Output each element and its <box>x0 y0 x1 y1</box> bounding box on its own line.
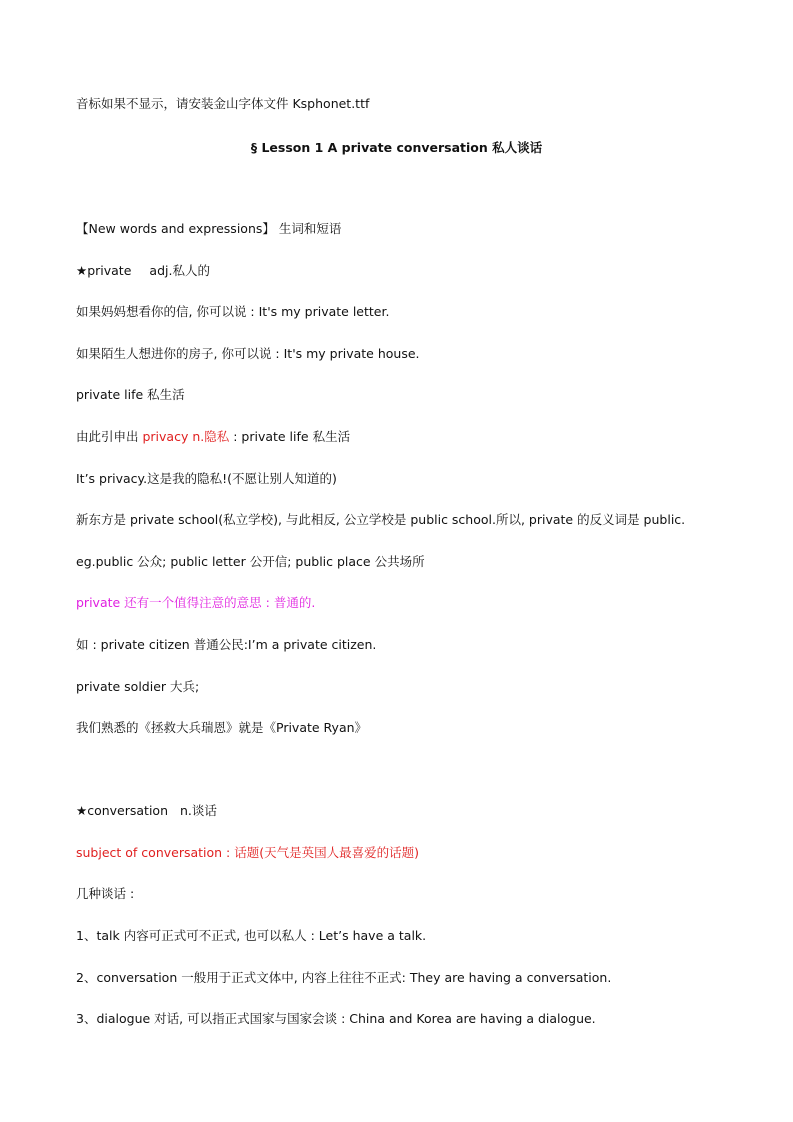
example-line: eg.public 公众; public letter 公开信; public place 公共场所 <box>76 554 425 569</box>
headword: ★conversation <box>76 803 168 818</box>
example-line: 如果妈妈想看你的信, 你可以说 : It's my private letter. <box>76 304 390 319</box>
privacy-term: privacy n.隐私 <box>142 429 230 444</box>
headword: ★private <box>76 263 132 278</box>
privacy-line <box>76 429 350 445</box>
part-of-speech: n.谈话 <box>180 803 217 818</box>
privacy-prefix: 由此引申出 <box>76 429 143 444</box>
subject-line: subject of conversation : 话题(天气是英国人最喜爱的话题) <box>76 845 419 860</box>
part-of-speech: adj.私人的 <box>149 263 210 278</box>
example-line: private soldier 大兵; <box>76 679 200 694</box>
example-line: 新东方是 private school(私立学校), 与此相反, 公立学校是 public school.所以, private 的反义词是 public. <box>76 512 686 527</box>
example-line: 如 : private citizen 普通公民:I’m a private citizen. <box>76 637 377 652</box>
list-item: 1、talk 内容可正式可不正式, 也可以私人 : Let’s have a talk. <box>76 928 427 943</box>
example-line: 如果陌生人想进你的房子, 你可以说 : It's my private house. <box>76 346 420 361</box>
intro-line: 几种谈话 : <box>76 886 135 901</box>
section-header: 【New words and expressions】 生词和短语 <box>76 221 342 236</box>
list-item: 3、dialogue 对话, 可以指正式国家与国家会谈 : China and Korea are having a dialogue. <box>76 1011 596 1026</box>
word-entry-private <box>76 263 210 279</box>
example-line: It’s privacy.这是我的隐私!(不愿让别人知道的) <box>76 471 337 486</box>
list-item: 2、conversation 一般用于正式文体中, 内容上往往不正式: They are having a conversation. <box>76 970 612 985</box>
example-line: private life 私生活 <box>76 387 185 402</box>
font-notice: 音标如果不显示，请安装金山字体文件 Ksphonet.ttf <box>76 96 370 111</box>
word-entry-conversation <box>76 803 217 819</box>
lesson-title: § Lesson 1 A private conversation 私人谈话 <box>250 140 543 155</box>
privacy-suffix: : private life 私生活 <box>229 429 351 444</box>
example-line: 我们熟悉的《拯救大兵瑞恩》就是《Private Ryan》 <box>76 720 368 735</box>
highlight-note: private 还有一个值得注意的意思 : 普通的. <box>76 595 316 610</box>
